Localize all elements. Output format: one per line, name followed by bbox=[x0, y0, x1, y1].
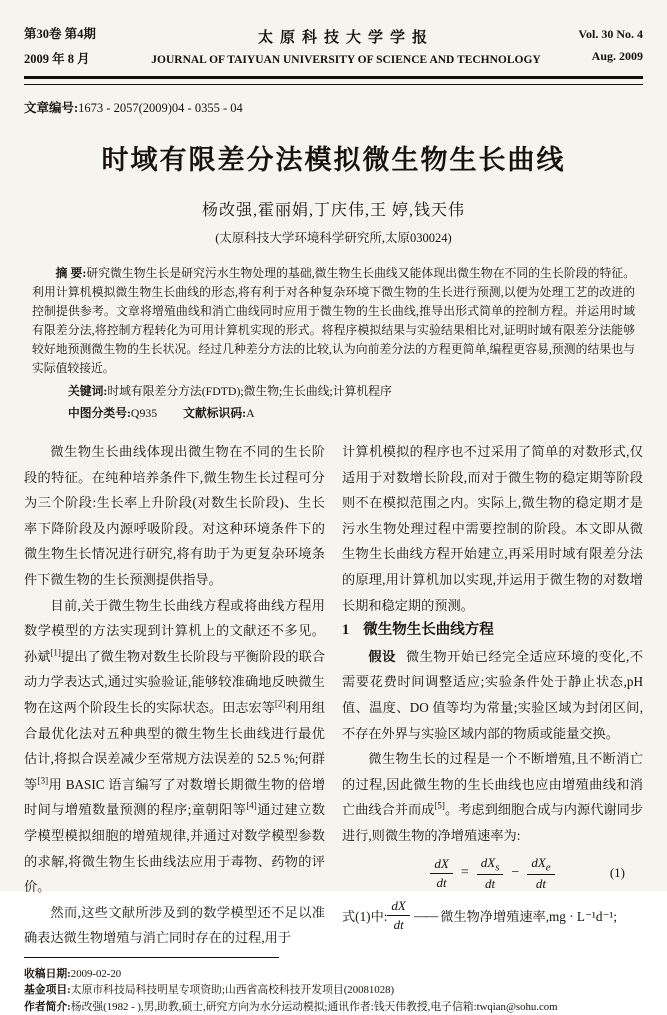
paper-title: 时域有限差分法模拟微生物生长曲线 bbox=[101, 145, 566, 175]
where-fraction-numerator: dX bbox=[387, 898, 409, 916]
header-rule bbox=[24, 76, 643, 85]
section-1-title: 微生物生长曲线方程 bbox=[363, 622, 494, 639]
equation-term1-subscript: s bbox=[495, 861, 500, 874]
article-id-label: 文章编号: bbox=[24, 101, 79, 115]
equation-number: (1) bbox=[609, 865, 625, 881]
header-right bbox=[548, 27, 643, 64]
received-date-label: 收稿日期: bbox=[24, 967, 71, 980]
fund-label: 基金项目: bbox=[24, 984, 71, 997]
equation-term2-symbol: dX bbox=[531, 854, 546, 870]
footnotes-block bbox=[24, 966, 558, 1015]
journal-title-en: JOURNAL OF TAIYUAN UNIVERSITY OF SCIENCE AND TECHNOLOGY bbox=[151, 53, 541, 66]
equation-term1-fraction bbox=[477, 855, 504, 893]
assumption-text: 微生物开始已经完全适应环境的变化,不需要花费时间调整适应;实验条件处于静止状态,pH 值、温度、DO 值等均为常量;实验区域为封闭区间,不存在外界与实验区域内部的物质或能量交换。 bbox=[342, 648, 644, 741]
assumption-paragraph bbox=[342, 644, 643, 746]
volume-issue-cn: 第30卷 第4期 bbox=[24, 27, 96, 41]
left-paragraph-1: 微生物生长曲线体现出微生物在不同的生长阶段的特征。在纯种培养条件下,微生物生长过程可分为三个阶段:生长率上升阶段(对数生长阶段)、生长率下降阶段及内源呼吸阶段。对这种环境条件下的微生物生长情况进行研究,将有助于为更复杂环境条件下微生物的生长预测提供指导。 bbox=[24, 444, 325, 587]
received-date-value: 2009-02-20 bbox=[70, 967, 122, 980]
journal-header bbox=[24, 24, 643, 67]
keywords-line bbox=[24, 382, 643, 401]
footnote-separator bbox=[24, 957, 279, 958]
header-center bbox=[144, 26, 548, 66]
right-paragraph-1: 计算机模拟的程序也不过采用了简单的对数形式,仅适用于对数增长阶段,而对于微生物的稳定期等阶段则不在模拟范围之内。实际上,微生物的稳定期才是污水生物处理过程中需要控制的阶段。本文即从微生物生长曲线方程开始建立,再采用时域有限差分法的原理,用计算机加以实现,并运用于微生物的对数增长期和稳定期的预测。 bbox=[342, 444, 643, 613]
equation-term2-subscript: e bbox=[545, 861, 551, 874]
equation-equals-sign: = bbox=[460, 865, 469, 881]
abstract-block bbox=[24, 264, 643, 378]
where-fraction-denominator: dt bbox=[393, 917, 404, 933]
fund-value: 太原市科技局科技明星专项资助;山西省高校科技开发项目(20081028) bbox=[70, 984, 395, 997]
date-cn: 2009 年 8 月 bbox=[24, 52, 90, 66]
equation-lhs-denominator: dt bbox=[436, 874, 447, 890]
where-dash: —— bbox=[413, 907, 437, 923]
fund-line bbox=[24, 982, 395, 999]
equation-term2-denominator: dt bbox=[535, 876, 547, 892]
affiliation-line: (太原科技大学环境科学研究所,太原030024) bbox=[215, 231, 452, 245]
equation-term1-symbol: dX bbox=[480, 854, 496, 870]
equation-where-line bbox=[342, 898, 643, 933]
classification-line bbox=[24, 404, 643, 423]
equation-minus-sign: − bbox=[511, 865, 520, 881]
doc-code-label: 文献标识码: bbox=[183, 406, 247, 420]
equation-term2-numerator bbox=[527, 855, 554, 876]
equation-lhs-numerator: dX bbox=[430, 856, 452, 874]
classification-value: Q935 bbox=[130, 406, 158, 420]
authors-line: 杨改强,霍丽娟,丁庆伟,王 婷,钱天伟 bbox=[201, 202, 465, 219]
received-date-line bbox=[24, 966, 325, 983]
where-prefix: 式(1)中: bbox=[342, 909, 388, 925]
equation-term1-numerator bbox=[477, 855, 504, 876]
classification-label: 中图分类号: bbox=[68, 406, 131, 420]
equation-term2-fraction bbox=[527, 855, 554, 893]
keywords-label: 关键词: bbox=[68, 384, 108, 398]
header-left bbox=[24, 24, 144, 67]
where-fraction bbox=[387, 898, 409, 933]
where-text: 微生物净增殖速率,mg · L⁻¹d⁻¹; bbox=[440, 909, 618, 925]
keywords-text: 时域有限差分方法(FDTD);微生物;生长曲线;计算机程序 bbox=[107, 384, 392, 398]
author-bio-line bbox=[24, 999, 558, 1015]
volume-issue-en: Vol. 30 No. 4 bbox=[578, 27, 643, 41]
article-id-line bbox=[24, 98, 643, 116]
abstract-text: 研究微生物生长是研究污水生物处理的基础,微生物生长曲线又能体现出微生物在不同的生长阶段的特征。利用计算机模拟微生物生长曲线的形态,将有利于对各种复杂环境下微生物的生长进行预测,以便为处理工艺的改进的控制提供参考。文章将增殖曲线和消亡曲线同时应用于微生物的生长曲线,推导出形式简单的控制方程。并运用时域有限差分法,将控制方程转化为可用计算机实现的形式。将程序模拟结果与实验结果相比对,证明时域有限差分法能够较好地预测微生物的生长状况。经过几种差分方法的比较,认为向前差分法的方程更简单,编程更容易,预测的结果也与实际值较接近。 bbox=[32, 266, 635, 375]
abstract-label: 摘 要: bbox=[55, 266, 87, 280]
left-paragraph-2: 目前,关于微生物生长曲线方程或将曲线方程用数学模型的方法实现到计算机上的文献还不多见。孙斌[1]提出了微生物对数生长阶段与平衡阶段的联合动力学表达式,通过实验验证,能够较准确地反映微生物在这两个阶段生长的实际状态。田志宏等[2]利用组合最优化法对五种典型的微生物生长曲线进行最优估计,将拟合误差减少至常规方法误差的 52.5 %;何群等[3]用 BASIC 语言编写了对数增长期微生物的倍增时间与增殖数量预测的程序;童朝阳等[4]通过建立数学模型模拟细胞的增殖规律,并通过对数学模型参数的求解,将微生物生长曲线法应用于毒物、药物的评价。 bbox=[24, 597, 326, 895]
doc-code-value: A bbox=[246, 406, 255, 420]
date-en: Aug. 2009 bbox=[591, 49, 643, 63]
equation-term1-denominator: dt bbox=[485, 876, 496, 892]
author-bio-label: 作者简介: bbox=[24, 1000, 71, 1013]
right-paragraph-3: 微生物生长的过程是一个不断增殖,且不断消亡的过程,因此微生物的生长曲线也应由增殖曲线和消亡曲线合并而成[5]。考虑到细胞合成与内源代谢同步进行,则微生物的净增殖速率为: bbox=[342, 751, 644, 843]
article-id-value: 1673 - 2057(2009)04 - 0355 - 04 bbox=[78, 101, 243, 115]
left-paragraph-3: 然而,这些文献所涉及到的数学模型还不足以准确表达微生物增殖与消亡同时存在的过程,用于 bbox=[24, 904, 325, 946]
body-columns bbox=[24, 439, 643, 1015]
section-1-heading bbox=[342, 618, 643, 644]
author-bio-value: 杨改强(1982 - ),男,助教,硕士,研究方向为水分运动模拟;通讯作者:钱天伟教授,电子信箱:twqian@sohu.com bbox=[70, 1000, 558, 1013]
equation-lhs-fraction bbox=[430, 856, 452, 891]
assumption-label: 假设 bbox=[368, 648, 396, 664]
equation-1 bbox=[342, 855, 643, 893]
right-column bbox=[342, 439, 643, 1015]
section-1-number: 1 bbox=[342, 622, 350, 639]
journal-title-cn: 太原科技大学学报 bbox=[257, 29, 434, 46]
